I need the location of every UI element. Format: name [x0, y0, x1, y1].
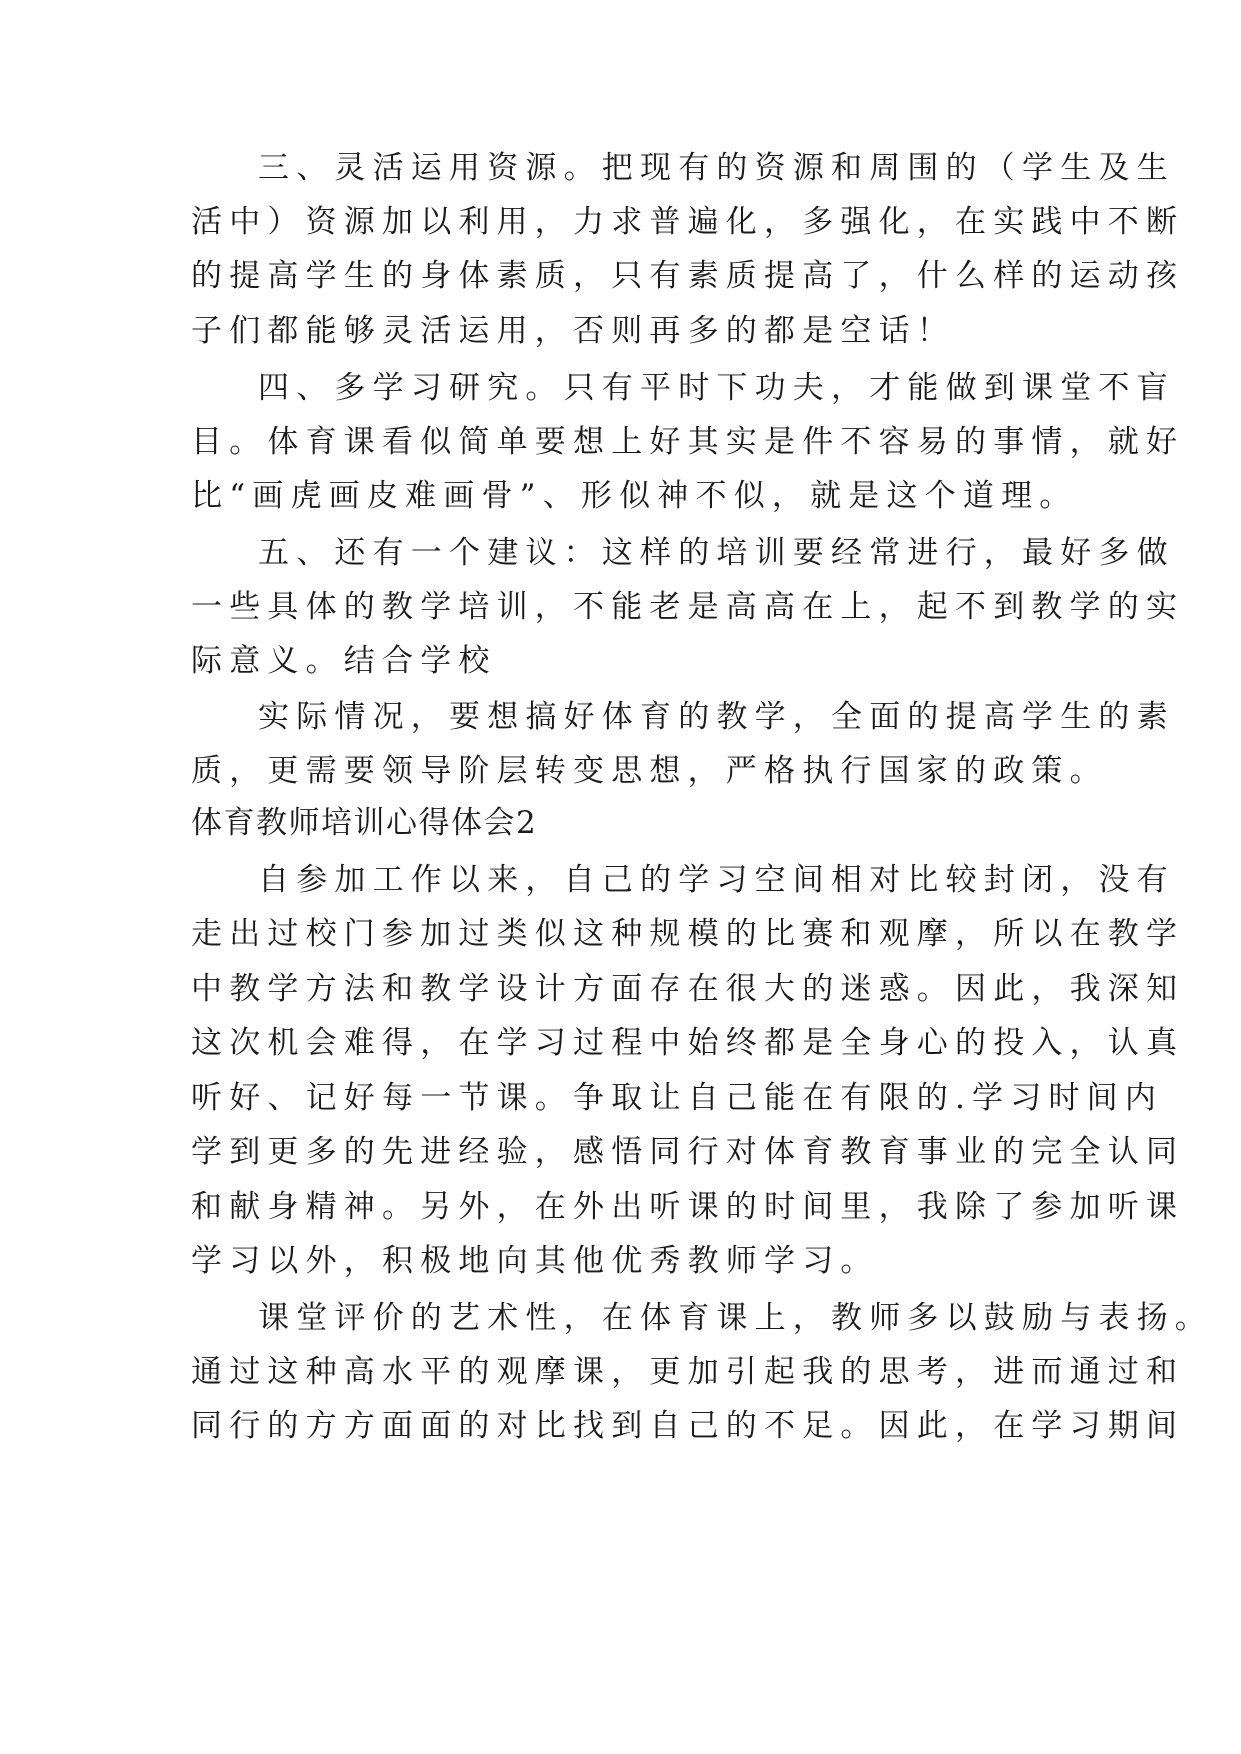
- text-line: 三、灵活运用资源。把现有的资源和周围的（学生及生: [258, 150, 1175, 186]
- text-line: 五、还有一个建议：这样的培训要经常进行，最好多做: [258, 535, 1175, 571]
- text-line: 活中）资源加以利用，力求普遍化，多强化，在实践中不断: [191, 204, 1185, 240]
- text-line: 目。体育课看似简单要想上好其实是件不容易的事情，就好: [191, 424, 1185, 460]
- text-line: 课堂评价的艺术性，在体育课上，教师多以鼓励与表扬。: [258, 1300, 1213, 1336]
- text-line: 自参加工作以来，自己的学习空间相对比较封闭，没有: [258, 862, 1175, 898]
- text-line: 实际情况，要想搞好体育的教学，全面的提高学生的素: [258, 699, 1175, 735]
- text-line: 的提高学生的身体素质，只有素质提高了，什么样的运动孩: [191, 258, 1185, 294]
- section-heading: 体育教师培训心得体会2: [191, 805, 538, 841]
- text-line: 学习以外，积极地向其他优秀教师学习。: [191, 1243, 879, 1279]
- text-line: 走出过校门参加过类似这种规模的比赛和观摩，所以在教学: [191, 916, 1185, 952]
- text-line: 通过这种高水平的观摩课，更加引起我的思考，进而通过和: [191, 1354, 1185, 1390]
- text-line: 子们都能够灵活运用，否则再多的都是空话！: [191, 313, 955, 349]
- text-line: 这次机会难得，在学习过程中始终都是全身心的投入，认真: [191, 1025, 1185, 1061]
- text-line: 听好、记好每一节课。争取让自己能在有限的.学习时间内: [191, 1080, 1164, 1116]
- text-line: 一些具体的教学培训，不能老是高高在上，起不到教学的实: [191, 589, 1185, 625]
- text-line: 同行的方方面面的对比找到自己的不足。因此，在学习期间: [191, 1408, 1185, 1444]
- text-line: 四、多学习研究。只有平时下功夫，才能做到课堂不盲: [258, 370, 1175, 406]
- text-line: 学到更多的先进经验，感悟同行对体育教育事业的完全认同: [191, 1134, 1185, 1170]
- text-line: 际意义。结合学校: [191, 643, 497, 679]
- text-line: 中教学方法和教学设计方面存在很大的迷惑。因此，我深知: [191, 971, 1185, 1007]
- text-line: 和献身精神。另外，在外出听课的时间里，我除了参加听课: [191, 1189, 1185, 1225]
- text-line: 比“画虎画皮难画骨”、形似神不似，就是这个道理。: [191, 478, 1078, 514]
- text-line: 质，更需要领导阶层转变思想，严格执行国家的政策。: [191, 753, 1108, 789]
